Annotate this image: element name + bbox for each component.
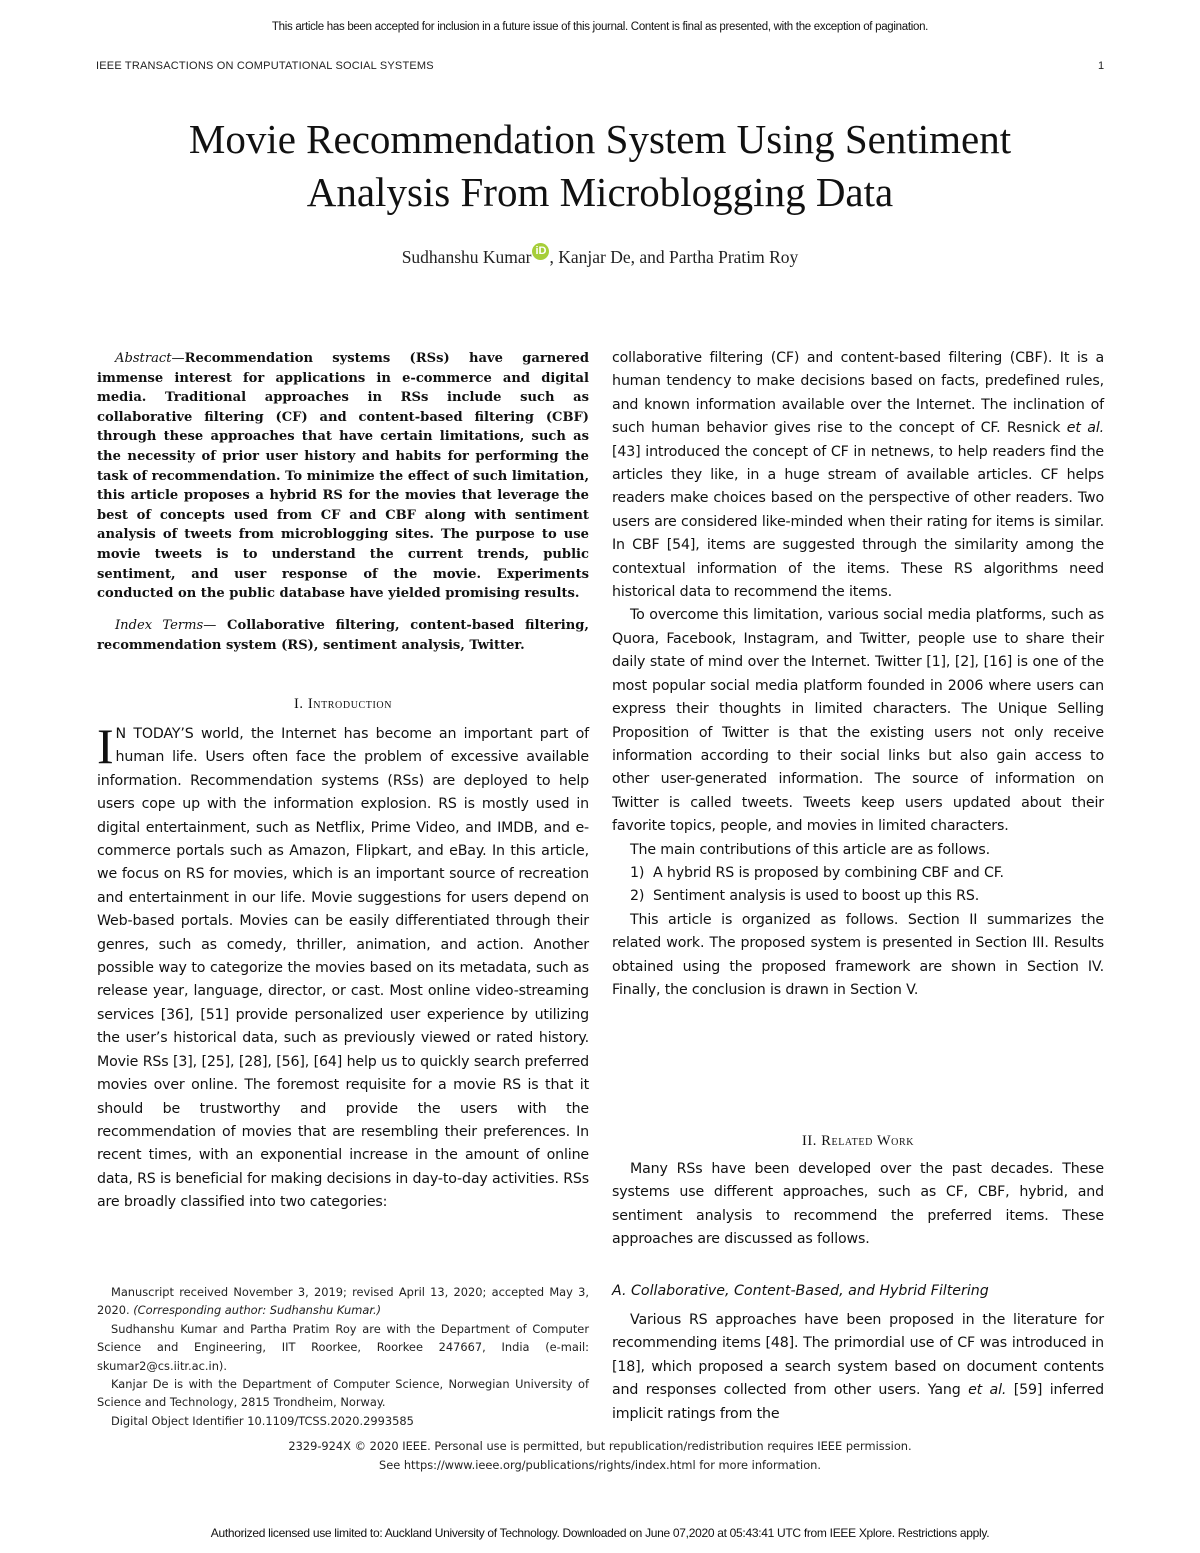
author-first: Sudhanshu Kumar: [401, 247, 532, 267]
contribution-item-1: 1) A hybrid RS is proposed by combining CBF and CF.: [630, 864, 1004, 881]
authorized-use-notice: Authorized licensed use limited to: Auckland University of Technology. Downloaded on June 07,2020 at 05:43:41 UTC from IEEE Xplore. Restrictions apply.: [210, 1526, 990, 1540]
index-terms-label: Index Terms—: [115, 618, 217, 633]
acceptance-notice: This article has been accepted for inclusion in a future issue of this journal. Content is final as presented, with the exception of pagination.: [271, 21, 929, 33]
related-work-body: [612, 1158, 1104, 1252]
subsection-paragraph-1: Various RS approaches have been proposed in the literature for recommending items [48]. The primordial use of CF was introduced in [18], which proposed a search system based on document contents and responses collected from other users. Yang et al. [59] inferred implicit ratings from the: [612, 1312, 1105, 1422]
footnote-doi[interactable]: Digital Object Identifier 10.1109/TCSS.2020.2993585: [111, 1413, 414, 1428]
dropcap: I: [97, 718, 114, 774]
footnote-received: Manuscript received November 3, 2019; revised April 13, 2020; accepted May 3, 2020. (Corresponding author: Sudhanshu Kumar.): [97, 1285, 589, 1318]
abstract-text: Recommendation systems (RSs) have garnered immense interest for applications in e-commerce and digital media. Traditional approaches in RSs include such as collaborative filtering (CF) and content-based filtering (CBF) through these approaches that have certain limitations, such as the necessity of prior user history and habits for performing the task of recommendation. To minimize the effect of such limitation, this article proposes a hybrid RS for the movies that leverage the best of concepts used from CF and CBF along with sentiment analysis of tweets from microblogging sites. The purpose to use movie tweets is to understand the current trends, public sentiment, and user response of the movie. Experiments conducted on the public database have yielded promising results.: [97, 351, 589, 602]
contribution-item-2: 2) Sentiment analysis is used to boost up this RS.: [630, 888, 980, 905]
abstract: [97, 349, 589, 604]
copyright-notice: [0, 1437, 1200, 1474]
footnotes: [97, 1283, 589, 1430]
author-rest: , Kanjar De, and Partha Pratim Roy: [549, 247, 799, 267]
title-line-2: Analysis From Microblogging Data: [306, 169, 894, 215]
copyright-line-1: 2329-924X © 2020 IEEE. Personal use is permitted, but republication/redistribution requires IEEE permission.: [288, 1439, 912, 1453]
orcid-icon[interactable]: iD: [532, 243, 549, 260]
abstract-label: Abstract—: [115, 351, 185, 366]
intro-paragraph-3: The main contributions of this article are as follows.: [630, 841, 991, 858]
journal-running-head: IEEE TRANSACTIONS ON COMPUTATIONAL SOCIAL SYSTEMS: [96, 60, 434, 72]
right-column: [612, 347, 1104, 1002]
index-terms: [97, 616, 589, 655]
author-list: [0, 243, 1200, 268]
intro-paragraph-1-continued: collaborative filtering (CF) and content-based filtering (CBF). It is a human tendency to make decisions based on facts, predefined rules, and known information available over the Internet. The inclination of such human behavior gives rise to the concept of CF. Resnick et al. [43] introduced the concept of CF in netnews, to help readers find the articles they like, in a huge stream of available articles. CF helps readers make choices based on the perspective of other readers. Two users are considered like-minded when their rating for items is similar. In CBF [54], items are suggested through the similarity among the contextual information of the items. These RS algorithms need historical data to recommend the items.: [612, 350, 1104, 601]
introduction-body: [97, 718, 589, 1215]
related-work-paragraph-1: Many RSs have been developed over the past decades. These systems use different approaches, such as CF, CBF, hybrid, and sentiment analysis to recommend the preferred items. These approaches are discussed as follows.: [612, 1161, 1104, 1248]
section-heading-introduction: I. Introduction: [293, 696, 393, 712]
intro-paragraph-2: To overcome this limitation, various social media platforms, such as Quora, Facebook, Instagram, and Twitter, people use to share their daily state of mind over the Internet. Twitter [1], [2], [16] is one of the most popular social media platform founded in 2006 where users can express their thoughts in limited characters. The Unique Selling Proposition of Twitter is that the existing users not only receive information according to their social links but also gain access to other user-generated information. The source of information on Twitter is called tweets. Tweets keep users updated about their favorite topics, people, and movies in limited characters.: [612, 607, 1104, 835]
index-terms-text: Collaborative filtering, content-based filtering, recommendation system (RS), sentiment analysis, Twitter.: [97, 618, 589, 653]
subsection-body: [612, 1309, 1104, 1426]
page-number: 1: [1098, 60, 1105, 72]
paper-title: [0, 113, 1200, 219]
footnote-affiliation-2: Kanjar De is with the Department of Computer Science, Norwegian University of Science and Technology, 2815 Trondheim, Norway.: [97, 1377, 589, 1410]
section-heading-related-work: II. Related Work: [801, 1133, 915, 1149]
corresponding-author: (Corresponding author: Sudhanshu Kumar.): [133, 1303, 382, 1318]
copyright-line-2[interactable]: See https://www.ieee.org/publications/rights/index.html for more information.: [378, 1457, 822, 1472]
footnote-affiliation-1: Sudhanshu Kumar and Partha Pratim Roy are with the Department of Computer Science and Engineering, IIT Roorkee, Roorkee 247667, India (e-mail: skumar2@cs.iitr.ac.in).: [97, 1321, 589, 1373]
title-line-1: Movie Recommendation System Using Sentiment: [188, 116, 1012, 162]
subsection-heading: A. Collaborative, Content-Based, and Hybrid Filtering: [612, 1283, 989, 1299]
intro-paragraph-1: I N TODAY’S world, the Internet has become an important part of human life. Users often face the problem of excessive available information. Recommendation systems (RSs) are deployed to help users cope up with the information explosion. RS is mostly used in digital entertainment, such as Netflix, Prime Video, and IMDB, and e-commerce portals such as Amazon, Flipkart, and eBay. In this article, we focus on RS for movies, which is an important source of recreation and entertainment in our life. Movie suggestions for users depend on Web-based portals. Movies can be easily differentiated through their genres, such as comedy, thriller, animation, and action. Another possible way to categorize the movies based on its metadata, such as release year, language, director, or cast. Most online video-streaming services [36], [51] provide personalized user experience by utilizing the user’s historical data, such as previously viewed or rated history. Movie RSs [3], [25], [28], [56], [64] help us to quickly search preferred movies over online. The foremost requisite for a movie RS is that it should be trustworthy and provide the users with the recommendation of movies that are resembling their preferences. In recent times, with an exponential increase in the amount of online data, RS is beneficial for making decisions in day-to-day activities. RSs are broadly classified into two categories:: [97, 718, 589, 1211]
intro-paragraph-4: This article is organized as follows. Section II summarizes the related work. The proposed system is presented in Section III. Results obtained using the proposed framework are shown in Section IV. Finally, the conclusion is drawn in Section V.: [612, 911, 1104, 998]
